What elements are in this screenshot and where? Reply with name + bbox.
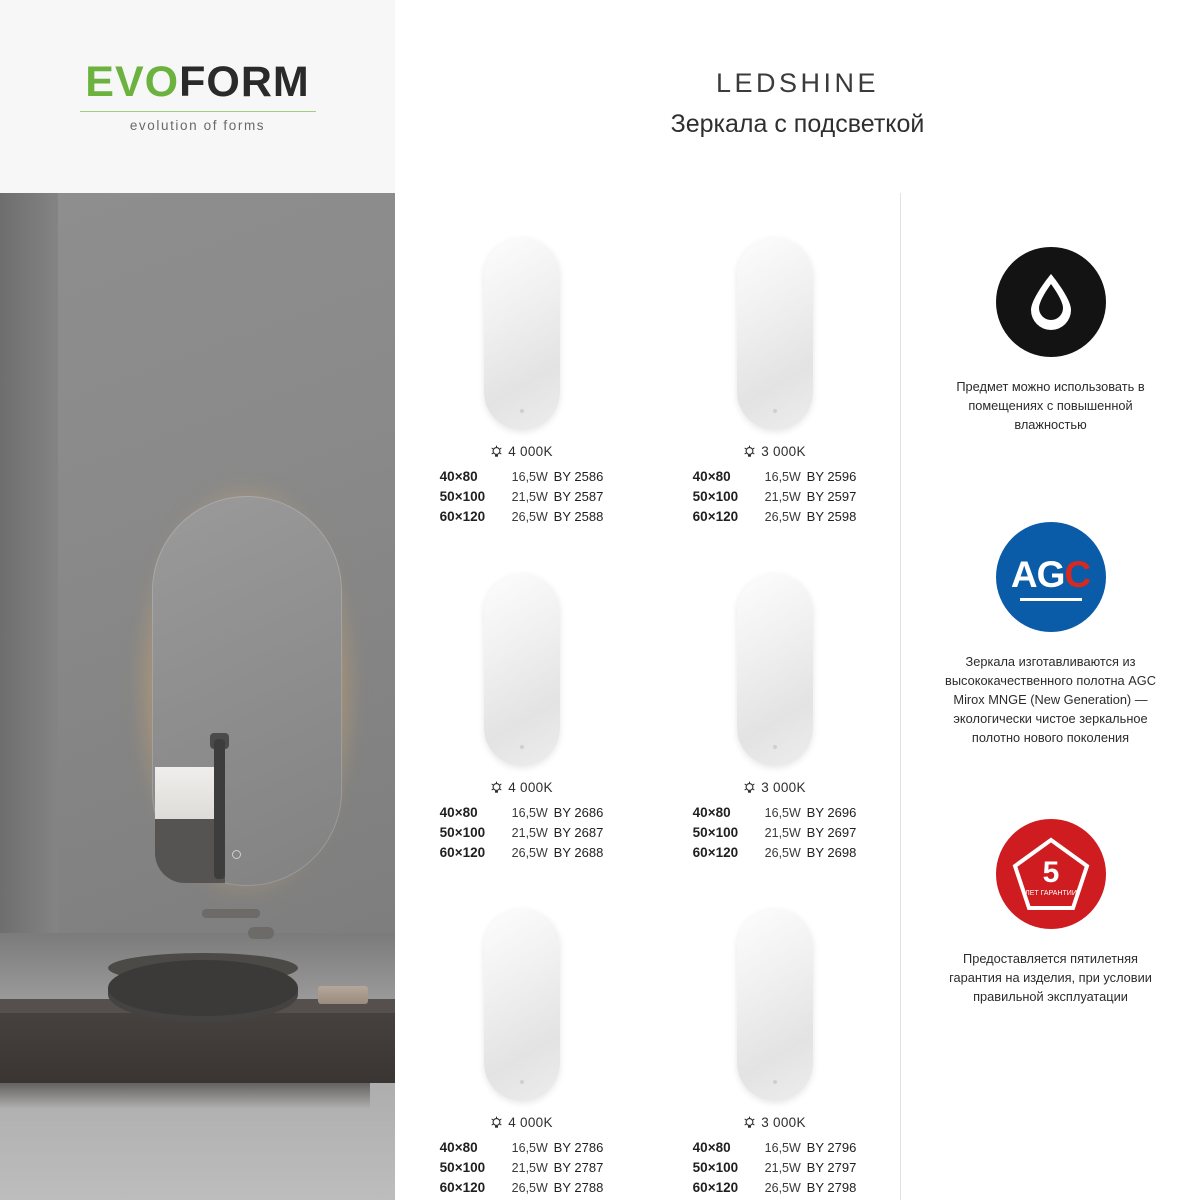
color-temperature-label: 4 000K [508,779,553,795]
table-row [440,467,604,487]
product-mirror-image [737,238,813,430]
variant-power: 26,5W [511,1181,548,1196]
variant-power: 16,5W [511,470,548,484]
product-catalog [395,193,901,1200]
variant-power: 21,5W [764,490,801,504]
variant-code: BY 2596 [806,469,857,484]
feature-warranty [901,819,1200,1006]
page-header [0,0,1200,193]
logo-evo-part: EVO [85,57,180,106]
color-temperature-label: 3 000K [761,1115,806,1131]
product-cell[interactable] [395,193,648,529]
product-grid [395,193,901,1200]
variant-code: BY 2687 [553,824,604,840]
page-title: LEDSHINE [715,68,880,98]
variant-table [440,803,604,863]
touch-sensor-icon [773,745,777,749]
variant-size: 60×120 [439,509,486,524]
variant-code: BY 2696 [806,804,857,820]
agc-letters: AGC [1010,553,1091,595]
variant-table [693,467,857,527]
variant-power: 21,5W [764,825,801,840]
variant-power: 16,5W [511,805,548,820]
variant-size: 50×100 [692,489,739,504]
table-row [693,803,857,823]
table-row [440,487,604,507]
table-row [693,823,857,843]
feature-text: Предоставляется пятилетняя гарантия на изделия, при условии правильной эксплуатации [949,951,1152,1004]
variant-size: 60×120 [692,509,739,524]
color-temperature-label: 4 000K [508,1115,553,1131]
product-cell[interactable] [395,864,648,1200]
photo-folded-towels [318,986,368,1004]
table-row [693,487,857,507]
product-mirror-image [484,574,560,766]
feature-agc-glass [901,522,1200,747]
variant-code: BY 2787 [553,1160,604,1176]
agc-logo-icon [996,522,1106,632]
product-mirror-image [737,574,813,766]
table-row [693,1158,857,1178]
variant-power: 21,5W [511,490,548,504]
touch-sensor-icon [520,409,524,413]
photo-towel-rail [214,739,225,879]
page-body [0,193,1200,1200]
variant-size: 60×120 [439,844,486,860]
variant-size: 50×100 [439,489,486,504]
logo-tagline: evolution of forms [129,117,266,133]
variant-table [440,1138,604,1198]
water-drop-icon [996,247,1106,357]
variant-power: 26,5W [511,845,548,860]
variant-code: BY 2698 [806,844,857,860]
table-row [693,1178,857,1198]
variant-size: 40×80 [439,469,478,484]
table-row [693,1138,857,1158]
photo-faucet-handle [248,927,274,939]
agc-underline [1020,598,1082,601]
variant-size: 50×100 [439,1160,486,1176]
variant-code: BY 2697 [806,824,857,840]
variant-table [440,467,604,527]
variant-table [693,803,857,863]
touch-sensor-icon [520,1080,524,1084]
touch-sensor-icon [520,745,524,749]
photo-touch-sensor-icon [232,850,241,859]
product-mirror-image [737,909,813,1101]
color-temperature-row [743,444,806,459]
variant-power: 16,5W [764,805,801,820]
photo-basin [108,960,298,1022]
product-cell[interactable] [648,864,901,1200]
color-temperature-row [743,1115,806,1130]
led-3000k-icon [743,781,756,794]
variant-power: 21,5W [511,825,548,840]
variant-size: 40×80 [692,804,731,820]
table-row [693,843,857,863]
product-mirror-image [484,238,560,430]
variant-size: 60×120 [692,844,739,860]
variant-power: 26,5W [764,845,801,860]
feature-text: Зеркала изготавливаются из высококачественного полотна AGC Mirox MNGE (New Generation) — экологически чистое зеркальное полотно нового поколения [945,654,1156,745]
variant-code: BY 2588 [553,509,604,524]
svg-text:ЛЕТ ГАРАНТИИ: ЛЕТ ГАРАНТИИ [1024,890,1077,897]
brand-logo [0,0,395,193]
variant-power: 21,5W [764,1161,801,1176]
color-temperature-row [490,1115,553,1130]
variant-code: BY 2598 [806,509,857,524]
feature-moisture-resistant [901,247,1200,434]
table-row [440,1138,604,1158]
touch-sensor-icon [773,1080,777,1084]
bathroom-photo [0,193,395,1200]
variant-size: 50×100 [692,824,739,840]
variant-code: BY 2686 [553,804,604,820]
table-row [440,507,604,527]
variant-power: 26,5W [511,510,548,524]
variant-code: BY 2796 [806,1140,857,1156]
variant-size: 60×120 [692,1180,739,1196]
led-4000k-icon [490,781,503,794]
variant-code: BY 2688 [553,844,604,860]
product-cell[interactable] [648,529,901,865]
features-column [901,193,1200,1200]
table-row [440,1178,604,1198]
photo-faucet-spout [202,909,260,918]
table-row [693,467,857,487]
variant-power: 16,5W [764,1141,801,1156]
variant-code: BY 2587 [553,489,604,504]
variant-table [693,1138,857,1198]
color-temperature-row [490,780,553,795]
logo-form-part: FORM [179,57,310,106]
variant-power: 26,5W [764,510,801,524]
photo-wall-edge [0,193,58,933]
photo-cabinet-shadow [0,1083,370,1109]
variant-code: BY 2786 [553,1140,604,1156]
variant-power: 26,5W [764,1181,801,1196]
product-mirror-image [484,909,560,1101]
variant-power: 16,5W [511,1141,548,1156]
page-subtitle: Зеркала с подсветкой [670,110,925,138]
variant-size: 50×100 [439,824,486,840]
table-row [440,823,604,843]
variant-size: 60×120 [439,1180,486,1196]
led-3000k-icon [743,445,756,458]
variant-code: BY 2788 [553,1180,604,1196]
five-year-warranty-icon [996,819,1106,929]
color-temperature-label: 3 000K [761,779,806,795]
color-temperature-label: 4 000K [508,444,553,459]
color-temperature-label: 3 000K [761,444,806,459]
logo-wordmark [85,57,310,106]
variant-power: 21,5W [511,1161,548,1176]
variant-size: 50×100 [692,1160,739,1176]
logo-divider [80,111,316,112]
variant-size: 40×80 [439,1140,478,1156]
led-4000k-icon [490,445,503,458]
feature-text: Предмет можно использовать в помещениях с повышенной влажностью [956,379,1145,432]
touch-sensor-icon [773,409,777,413]
variant-size: 40×80 [692,1140,731,1156]
header-title-block [395,0,1200,193]
variant-code: BY 2597 [806,489,857,504]
color-temperature-row [743,780,806,795]
svg-text:5: 5 [1042,856,1059,889]
photo-vanity-cabinet [0,1013,395,1083]
table-row [693,507,857,527]
color-temperature-row [490,444,553,459]
led-4000k-icon [490,1116,503,1129]
variant-size: 40×80 [692,469,731,484]
table-row [440,843,604,863]
variant-power: 16,5W [764,470,801,484]
table-row [440,1158,604,1178]
variant-code: BY 2798 [806,1180,857,1196]
table-row [440,803,604,823]
variant-code: BY 2586 [553,469,604,484]
variant-code: BY 2797 [806,1160,857,1176]
product-cell[interactable] [395,529,648,865]
variant-size: 40×80 [439,804,478,820]
product-cell[interactable] [648,193,901,529]
led-3000k-icon [743,1116,756,1129]
